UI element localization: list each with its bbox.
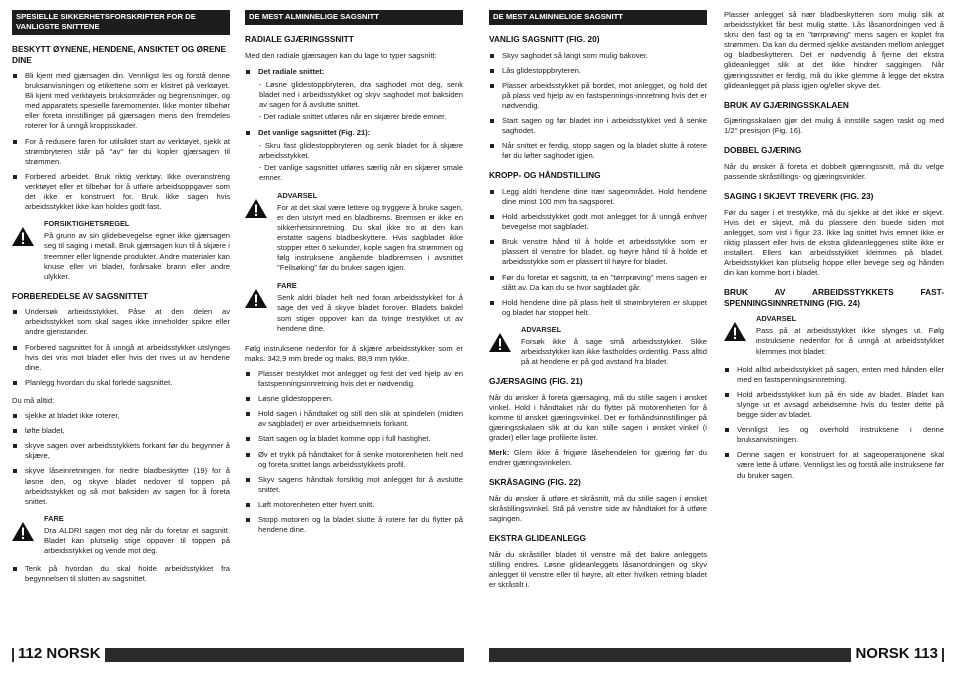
list-item: Bruk venstre hånd til å holde et arbeidsstykke som er plassert til venstre for bladet, og høyre hånd til å holde et arbeidsstykke som er plassert til høyre for bladet. bbox=[489, 237, 707, 267]
page-language: NORSK bbox=[855, 645, 910, 662]
dash-item: - Løsne glidestoppbryteren, dra saghodet mot deg, senk bladet ned i arbeidsstykket og skyv saghodet mot baksiden av sagen for å avslutte snittet. bbox=[259, 79, 463, 109]
heading-extra-fence: EKSTRA GLIDEANLEGG bbox=[489, 533, 586, 544]
warning-title: ADVARSEL bbox=[756, 314, 797, 324]
heading-radial: RADIALE GJÆRINGSSNITT bbox=[245, 34, 354, 44]
bullet-list bbox=[12, 411, 230, 507]
warning-title: ADVARSEL bbox=[277, 190, 318, 200]
bullet-list bbox=[12, 307, 230, 388]
bullet-icon bbox=[13, 140, 17, 144]
warning-title: ADVARSEL bbox=[521, 324, 562, 334]
left-column-1 bbox=[12, 10, 230, 589]
bullet-icon bbox=[13, 429, 17, 433]
heading-miter-scale: BRUK AV GJÆRINGSSKALAEN bbox=[724, 99, 849, 110]
warning-text: Forsøk ikke å sage små arbeidsstykker. Slike arbeidsstykker kan ikke fastholdes ordentlig. Pass alltid på at hendene er på god avstand fra bladet. bbox=[521, 336, 707, 367]
bullet-icon bbox=[13, 414, 17, 418]
list-item: Hold sagen i håndtaket og still den slik at spindelen (midten av sagbladet) er over arbeidsemnets forkant. bbox=[245, 409, 463, 429]
warning-block bbox=[245, 191, 463, 274]
list-item: Øv et trykk på håndtaket for å senke motorenheten helt ned og foreta snittet langs arbeidsstykkets profil. bbox=[245, 450, 463, 470]
bullet-icon bbox=[490, 119, 494, 123]
bullet-icon bbox=[246, 131, 250, 135]
list-item: skyve låseinretningen for nedre bladbeskytter (19) for å løsne den, og skyve bladet nedover til toppen på arbeidsstykket og så mot baksiden av sagen for å foreta snittet. bbox=[12, 466, 230, 506]
footer-right bbox=[851, 645, 942, 663]
list-item: Start sagen og la bladet komme opp i full hastighet. bbox=[245, 434, 463, 444]
list-item: Vennligst les og overhold instruksene i denne bruksanvisningen. bbox=[724, 425, 944, 445]
bullet-list bbox=[12, 564, 230, 584]
section-header-box: SPESIELLE SIKKERHETSFORSKRIFTER FOR DE VANLIGSTE SNITTENE bbox=[12, 10, 230, 35]
list-item: Denne sagen er konstruert for at sageoperasjonene skal være lette å utføre. Vennligst les og forstå alle instruksene før du bruker sagen. bbox=[724, 450, 944, 480]
bullet-icon bbox=[490, 301, 494, 305]
heading-warped-wood: SAGING I SKJEVT TREVERK (FIG. 23) bbox=[724, 191, 874, 202]
heading-clamp: BRUK AV ARBEIDSSTYKKETS FAST-SPENNINGSINNRETNING (FIG. 24) bbox=[724, 287, 944, 308]
bullet-icon bbox=[13, 381, 17, 385]
bullet-icon bbox=[725, 428, 729, 432]
bullet-list bbox=[12, 71, 230, 212]
heading-normal-cut: VANLIG SAGSNITT (FIG. 20) bbox=[489, 34, 600, 44]
list-item: Skyv saghodet så langt som mulig bakover. bbox=[489, 51, 707, 61]
bullet-icon bbox=[490, 190, 494, 194]
note-label: Merk: bbox=[489, 448, 510, 458]
warning-text: Senk aldri bladet helt ned foran arbeidsstykket for å sage det ved å skyve bladet forover. Bladets bakdel som stiger oppover kan da tvinge trestykket ut av hendene dine. bbox=[277, 293, 463, 333]
heading-preparation: FORBEREDELSE AV SAGSNITTET bbox=[12, 290, 148, 301]
section-header-box: DE MEST ALMINNELIGE SAGSNITT bbox=[489, 10, 707, 25]
bullet-icon bbox=[13, 567, 17, 571]
paragraph: Når du ønsker å foreta et dobbelt gjæringssnitt, må du velge passende skråstillings- og gjæringsvinkler. bbox=[724, 161, 944, 182]
dash-item: - Skru fast glidestoppbryteren og senk bladet for å skjære arbeidsstykket. bbox=[259, 141, 463, 161]
list-item: Før du foretar et sagsnitt, ta en "tørrprøving" mens sagen er slått av. Da kan du se hvor sagbladet går. bbox=[489, 273, 707, 293]
list-item: Hold arbeidsstykket kun på én side av bladet. Bladet kan slynge ut et avsagd arbeidsemne hvis du fester dette på begge sider av bladet. bbox=[724, 390, 944, 420]
page-language: NORSK bbox=[46, 645, 101, 662]
warning-text: På grunn av sin glidebevegelse egner ikke gjærsagen seg til saging i metall. Bruk gjærsagen kun til å skjære i treemner eller lignende produkter. Andre materialer kan knuse eller vri bladet, forårsake brann eller andre ulykker. bbox=[44, 231, 230, 281]
list-item: Når snittet er ferdig, stopp sagen og la bladet slutte å rotere før du løfter saghodet igjen. bbox=[489, 141, 707, 161]
bullet-icon bbox=[490, 215, 494, 219]
paragraph: Når du skråstiller bladet til venstre må det bakre anleggets stilling endres. Løsne glideanleggets låsanordningen og skyv anlegget til venstre eller til høyre, alt etter hvilken retning bladet er skråstilt i. bbox=[489, 549, 707, 589]
sub-heading: Det radiale snittet: bbox=[245, 67, 463, 77]
sub-heading: Det vanlige sagsnittet (Fig. 21): bbox=[245, 128, 463, 138]
bullet-icon bbox=[13, 469, 17, 473]
list-item: Start sagen og før bladet inn i arbeidsstykket ved å senke saghodet. bbox=[489, 116, 707, 136]
warning-text: Pass på at arbeidsstykket ikke slynges ut. Følg instruksene nedenfor for å unngå at arbeidsstykket klemmes mot bladet: bbox=[756, 326, 944, 356]
bullet-icon bbox=[246, 70, 250, 74]
bullet-icon bbox=[725, 368, 729, 372]
list-item: sjekke at bladet ikke roterer, bbox=[12, 411, 230, 421]
list-item: Hold arbeidsstykket godt mot anlegget for å unngå enhver bevegelse mot sagbladet. bbox=[489, 212, 707, 232]
dash-item: - Det radiale snittet utføres når en skjærer brede emner. bbox=[259, 111, 447, 121]
left-column-2 bbox=[245, 10, 463, 540]
warning-icon bbox=[245, 199, 267, 218]
bullet-icon bbox=[13, 444, 17, 448]
note bbox=[489, 448, 707, 468]
bullet-icon bbox=[246, 518, 250, 522]
list-item: Løsne glidestopperen. bbox=[245, 394, 463, 404]
list-item: Bli kjent med gjærsagen din. Vennligst les og forstå denne bruksanvisningen og etikettene som er klistret på verktøyet. Bli kjent med verktøyets bruksområder og begrensninger, og med apparatets spesielle faremomenter. Ikke monter tilbehør eller foreta innstillinger på gjærsagen mens den fremdeles roterer for å unngå kroppsskader. bbox=[12, 71, 230, 132]
warning-icon bbox=[12, 227, 34, 246]
bullet-list bbox=[489, 51, 707, 162]
bullet-icon bbox=[490, 54, 494, 58]
section-header-box: DE MEST ALMINNELIGE SAGSNITT bbox=[245, 10, 463, 25]
warning-icon bbox=[724, 322, 746, 341]
list-item: Plasser trestykket mot anlegget og fest det ved hjelp av en fastspenningsinnretning hvis det er nødvendig. bbox=[245, 369, 463, 389]
bullet-icon bbox=[490, 69, 494, 73]
list-item: Legg aldri hendene dine nær sageområdet. Hold hendene dine minst 100 mm fra sagsporet. bbox=[489, 187, 707, 207]
bullet-icon bbox=[246, 412, 250, 416]
bullet-icon bbox=[246, 397, 250, 401]
warning-icon bbox=[489, 333, 511, 352]
list-item: Løft motorenheten etter hvert snitt. bbox=[245, 500, 463, 510]
list-item: Stopp motoren og la bladet slutte å rotere før du flytter på hendene dine. bbox=[245, 515, 463, 535]
list-item: Hold alltid arbeidsstykket på sagen, enten med hånden eller med en fastspenningsinnretning. bbox=[724, 365, 944, 385]
paragraph: Når du ønsker å utføre et skråsnitt, må du stille sagen i ønsket skråstillingsvinkel. Stå på venstre side av håndtaket for å utføre sagingen. bbox=[489, 493, 707, 524]
right-column-2 bbox=[724, 10, 944, 486]
heading-bevel: SKRÅSAGING (FIG. 22) bbox=[489, 477, 581, 488]
bullet-icon bbox=[490, 144, 494, 148]
danger-block bbox=[245, 281, 463, 333]
bullet-icon bbox=[725, 393, 729, 397]
heading-double-miter: DOBBEL GJÆRING bbox=[724, 145, 802, 156]
footer-left bbox=[14, 645, 105, 663]
bullet-icon bbox=[246, 503, 250, 507]
list-item: skyve sagen over arbeidsstykkets forkant før du begynner å skjære, bbox=[12, 441, 230, 461]
paragraph: Før du sager i et trestykke, må du sjekke at det ikke er skjevt. Hvis det er skjevt, må du plassere den buede siden mot anlegget, som vist i figur 23. Ikke lag snittet hvis emnet ikke er riktig plassert eller hvis de ekstra glideanleggenes stilte ikke er installert. Ellers kan arbeidsstykket klemmes på bladet. Arbeidsstykket kan plutselig hoppe eller bevege seg og hånden din kan komme bort i bladet. bbox=[724, 207, 944, 278]
bullet-icon bbox=[246, 372, 250, 376]
paragraph: Gjæringsskalaen gjør det mulig å innstille sagen raskt og med 1/2° presisjon (Fig. 16). bbox=[724, 116, 944, 136]
list-item: Undersøk arbeidsstykket. Påse at den delen av arbeidsstykket som skal sages ikke inneholder spikre eller andre gjenstander. bbox=[12, 307, 230, 337]
warning-text: Dra ALDRI sagen mot deg når du foretar et sagsnitt. Bladet kan plutselig stige oppover til toppen på arbeidsstykket og vende mot deg. bbox=[44, 525, 230, 556]
bullet-icon bbox=[490, 84, 494, 88]
heading-body-position: KROPP- OG HÅNDSTILLING bbox=[489, 170, 601, 181]
list-item: Forbered arbeidet. Bruk riktig verktøy. Ikke overanstreng verktøyet eller et tilbehør for å utføre arbeidsoppgaver som det ikke er konstruert for. Bruk ikke sagen hvis arbeidsstykket ikke kan holdes godt fast. bbox=[12, 172, 230, 212]
bullet-icon bbox=[13, 175, 17, 179]
warning-icon bbox=[245, 289, 267, 308]
heading-protect: BESKYTT ØYNENE, HENDENE, ANSIKTET OG ØRENE DINE bbox=[12, 44, 227, 65]
warning-title: FORSIKTIGHETSREGEL bbox=[44, 219, 130, 229]
warning-icon bbox=[12, 522, 34, 541]
page-number: 113 bbox=[913, 645, 938, 662]
warning-title: FARE bbox=[277, 281, 297, 291]
danger-block bbox=[12, 514, 230, 556]
bullet-icon bbox=[246, 478, 250, 482]
bullet-icon bbox=[13, 310, 17, 314]
bullet-list bbox=[245, 369, 463, 535]
list-item: Plasser arbeidsstykket på bordet, mot anlegget, og hold det på plass ved hjelp av en fastspennings-innretning hvis det er nødvendig. bbox=[489, 81, 707, 111]
intro-text: Med den radiale gjærsagen kan du lage to typer sagsnitt: bbox=[245, 50, 437, 60]
bullet-icon bbox=[490, 276, 494, 280]
paragraph: Når du ønsker å foreta gjærsaging, må du stille sagen i ønsket vinkel. Hold i håndtaket når du flytter på motorenheten for å komme til ønsket gjæringsvinkel. Det er forhåndsinnstillinger på gjæringsskalaen slik at du kan stille sagen i ønsket vinkel (i grader) eller lage profilerte lister. bbox=[489, 392, 707, 443]
page-number: 112 bbox=[18, 645, 43, 662]
bullet-icon bbox=[490, 240, 494, 244]
warning-block bbox=[12, 219, 230, 282]
warning-text: For at det skal være lettere og tryggere å bruke sagen, er den utstyrt med en bladbrems. Bremsen er ikke en sikkerhetsinnretning. Du skal ikke tro at den kan erstatte sagens bladbeskyttere. Hvis sagbladet ikke stopper etter 6 sekunder, kople sagen fra strømmen og følg instruksene angående bladbremsen i avsnittet "Feilsøking" før du bruker sagen igjen. bbox=[277, 202, 463, 273]
paragraph: Følg instruksene nedenfor for å skjære arbeidsstykker som er maks. 342,9 mm brede og maks. 88,9 mm tykke. bbox=[245, 343, 463, 363]
list-item: Forbered sagsnittet for å unngå at arbeidsstykket utslynges hvis det vris mot bladet eller hvis det rives ut av hendene dine. bbox=[12, 343, 230, 373]
list-item: Planlegg hvordan du skal forlede sagsnittet. bbox=[12, 378, 230, 388]
right-column-1 bbox=[489, 10, 707, 595]
bullet-icon bbox=[13, 74, 17, 78]
list-item: Tenk på hvordan du skal holde arbeidsstykket fra begynnelsen til slutten av sagsnittet. bbox=[12, 564, 230, 584]
heading-miter: GJÆRSAGING (FIG. 21) bbox=[489, 376, 583, 387]
list-item: Skyv sagens håndtak forsiktig mot anlegget for å avslutte snittet. bbox=[245, 475, 463, 495]
paragraph: Plasser anlegget så nær bladbeskytteren som mulig slik at arbeidsstykket får best mulig støtte. Lås låsanordningen ved å skru den fast og ta en "tørrprøving" mens sagen er koplet fra strømmen. Da kan du dermed sjekke avstanden mellom anlegget og bladbeskytteren. Det er nødvendig å fjerne det ekstra glideanlegget slik at det ikke hindrer saggingen. Når gjæringssnittet er ferdig, må du ikke glemme å legge det ekstra glideanlegget på plass igjen og/eller skyve det. bbox=[724, 10, 944, 90]
bullet-icon bbox=[246, 453, 250, 457]
note-text: Glem ikke å frigjøre låsehendelen for gjæring før du endrer gjæringsvinkelen. bbox=[489, 448, 707, 468]
dash-item: - Det vanlige sagsnittet utføres særlig når en skjærer smale emner. bbox=[259, 163, 463, 183]
bullet-icon bbox=[246, 437, 250, 441]
list-item: For å redusere faren for utilsiktet start av verktøyet, sjekk at strømbryteren står på "av" før du kopler gjærsagen til strømmen. bbox=[12, 137, 230, 167]
list-item: løfte bladet, bbox=[12, 426, 230, 436]
bullet-icon bbox=[13, 346, 17, 350]
bullet-list bbox=[724, 365, 944, 481]
warning-block bbox=[724, 314, 944, 356]
list-item: Lås glidestoppbryteren. bbox=[489, 66, 707, 76]
list-item: Hold hendene dine på plass helt til strømbryteren er sluppet og bladet har stoppet helt. bbox=[489, 298, 707, 318]
warning-block bbox=[489, 325, 707, 367]
bullet-list bbox=[489, 187, 707, 318]
warning-title: FARE bbox=[44, 513, 64, 523]
must-label: Du må alltid: bbox=[12, 395, 55, 405]
bullet-icon bbox=[725, 453, 729, 457]
